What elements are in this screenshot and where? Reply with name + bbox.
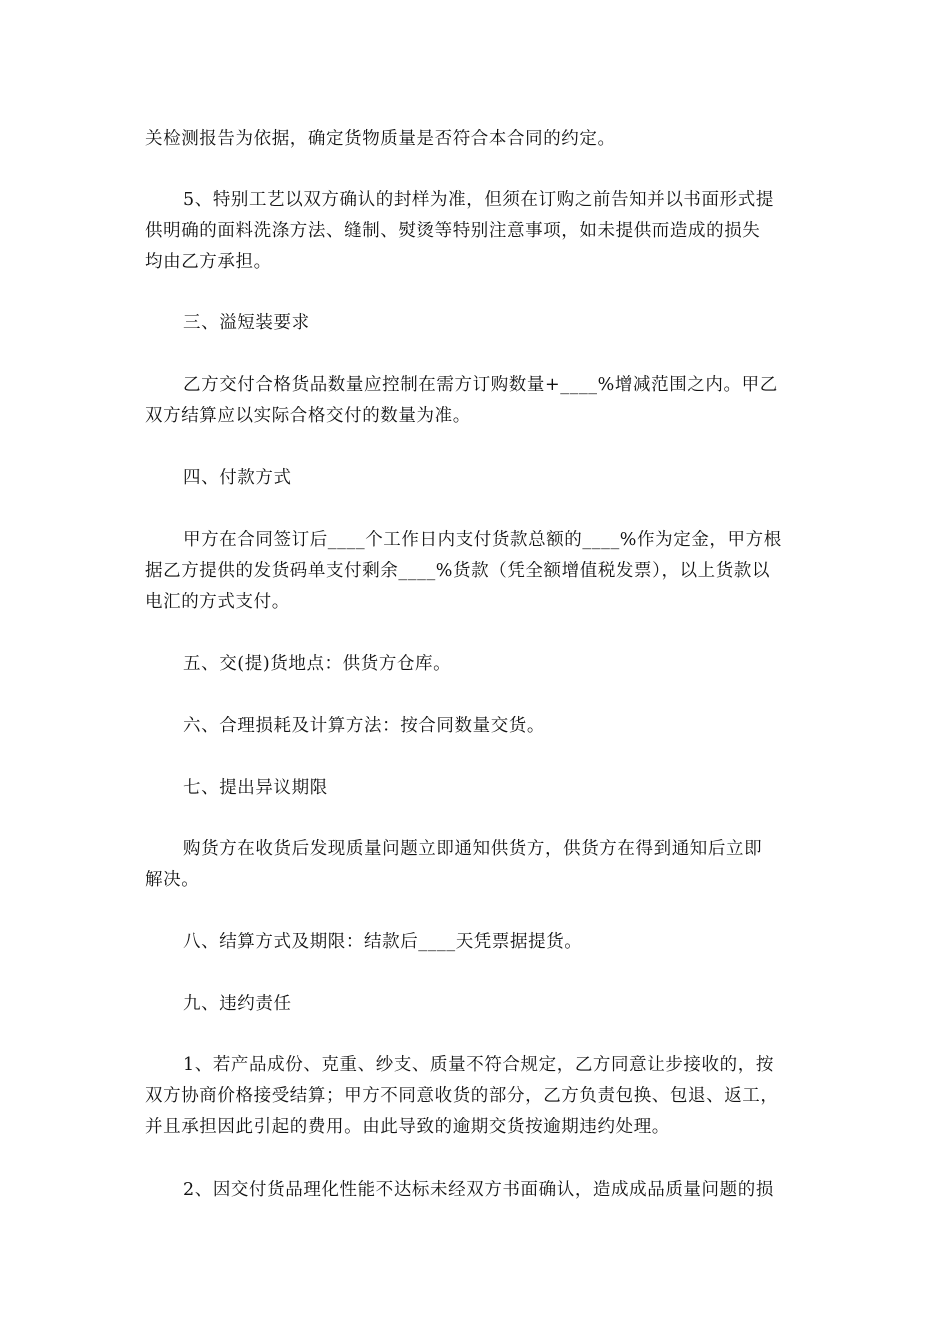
text-line: 五、交(提)货地点：供货方仓库。	[183, 654, 452, 674]
text-line: 三、溢短装要求	[183, 313, 310, 333]
paragraph-quantity-control	[145, 370, 810, 432]
section-heading-payment	[145, 463, 810, 494]
text-line: 关检测报告为依据，确定货物质量是否符合本合同的约定。	[145, 129, 616, 149]
text-line: 七、提出异议期限	[183, 778, 328, 798]
text-line: 八、结算方式及期限：结款后____天凭票据提货。	[183, 932, 583, 952]
text-line: 购货方在收货后发现质量问题立即通知供货方，供货方在得到通知后立即	[183, 839, 763, 859]
text-line: 双方结算应以实际合格交付的数量为准。	[145, 406, 471, 426]
paragraph-liability-1	[145, 1050, 810, 1143]
section-heading-objection	[145, 773, 810, 804]
paragraph-objection-terms	[145, 834, 810, 896]
section-heading-liability	[145, 989, 810, 1020]
section-heading-overshort	[145, 308, 810, 339]
section-heading-loss	[145, 711, 810, 742]
paragraph-liability-2	[145, 1175, 810, 1206]
text-line: 据乙方提供的发货码单支付剩余____%货款（凭全额增值税发票），以上货款以	[145, 561, 771, 581]
text-line: 电汇的方式支付。	[145, 592, 290, 612]
text-line: 供明确的面料洗涤方法、缝制、熨烫等特别注意事项，如未提供而造成的损失	[145, 221, 761, 241]
text-line: 九、违约责任	[183, 994, 292, 1014]
text-line: 乙方交付合格货品数量应控制在需方订购数量+____%增减范围之内。甲乙	[183, 375, 778, 395]
text-line: 1、若产品成份、克重、纱支、质量不符合规定，乙方同意让步接收的，按	[183, 1055, 774, 1075]
text-line: 均由乙方承担。	[145, 252, 272, 272]
paragraph-payment-terms	[145, 525, 810, 618]
paragraph-quality-basis	[145, 124, 810, 155]
text-line: 四、付款方式	[183, 468, 292, 488]
text-line: 解决。	[145, 870, 200, 890]
paragraph-special-process	[145, 185, 810, 278]
text-line: 2、因交付货品理化性能不达标未经双方书面确认，造成成品质量问题的损	[183, 1180, 774, 1200]
text-line: 双方协商价格接受结算；甲方不同意收货的部分，乙方负责包换、包退、返工，	[145, 1086, 779, 1106]
text-line: 六、合理损耗及计算方法：按合同数量交货。	[183, 716, 545, 736]
text-line: 甲方在合同签订后____个工作日内支付货款总额的____%作为定金，甲方根	[183, 530, 782, 550]
text-line: 并且承担因此引起的费用。由此导致的逾期交货按逾期违约处理。	[145, 1117, 670, 1137]
section-heading-settlement	[145, 927, 810, 958]
text-line: 5、特别工艺以双方确认的封样为准，但须在订购之前告知并以书面形式提	[183, 190, 774, 210]
section-heading-delivery-place	[145, 649, 810, 680]
